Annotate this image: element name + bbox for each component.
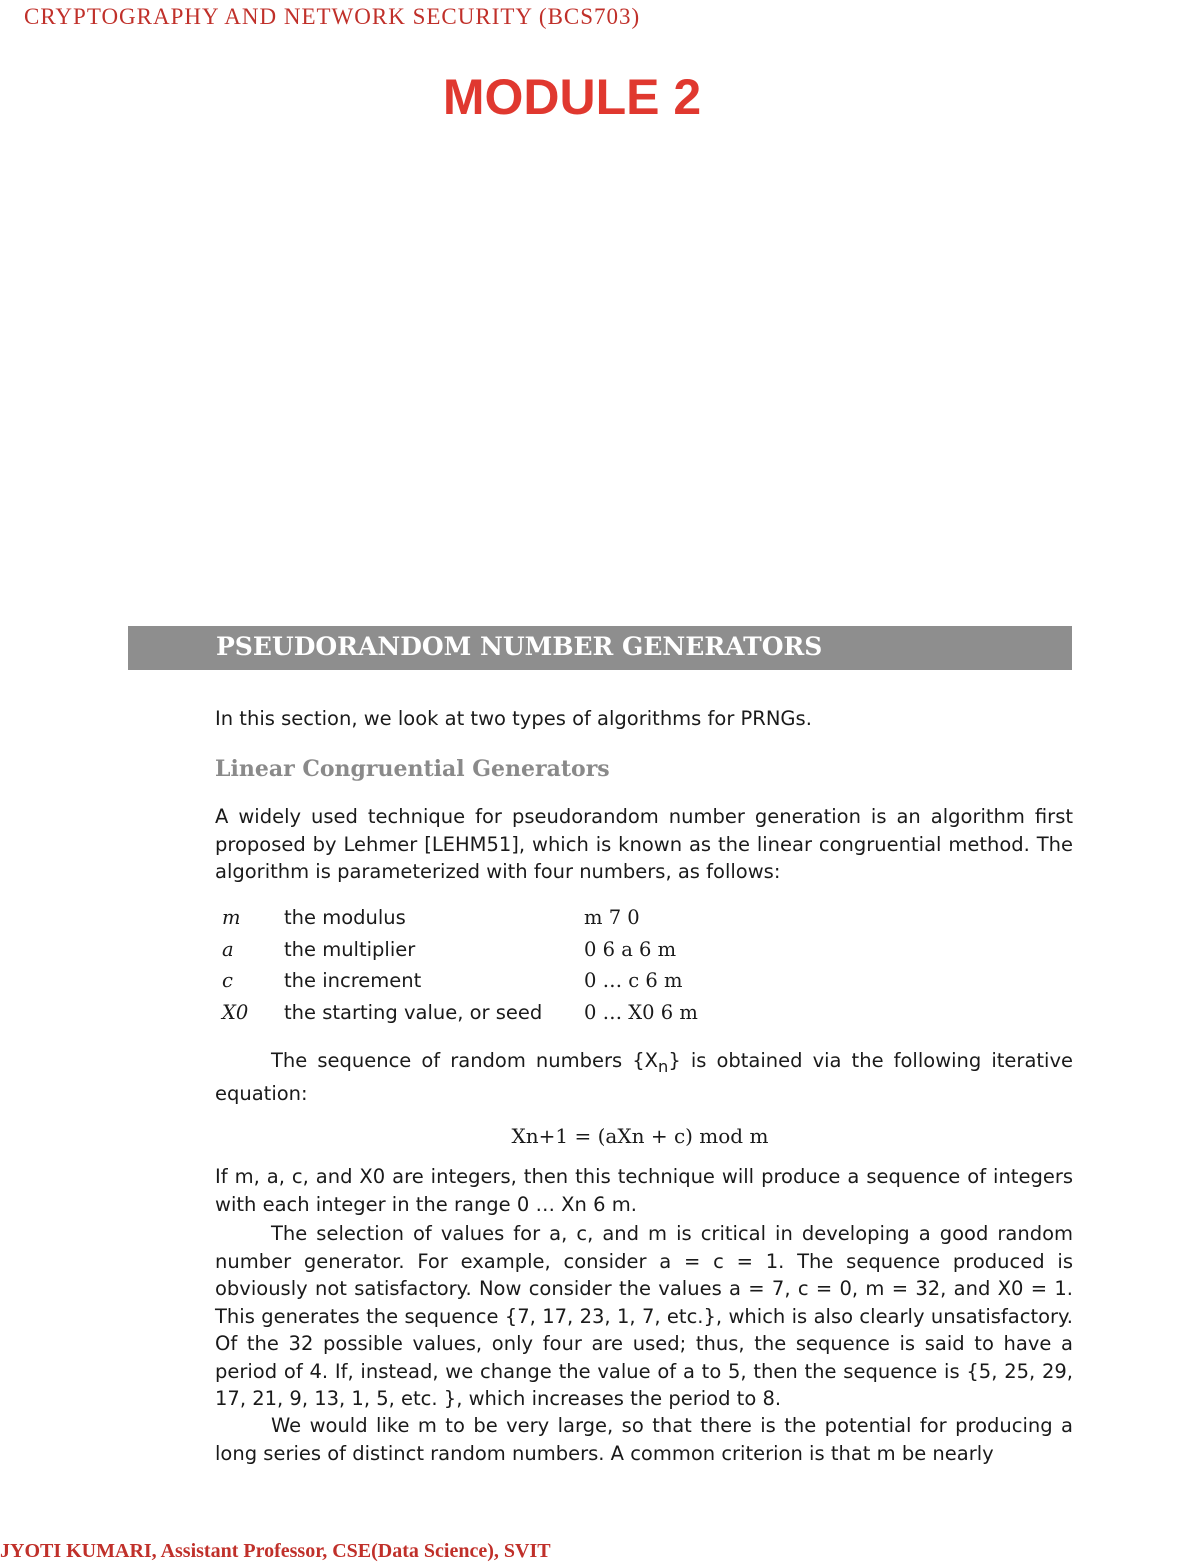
section-title: PSEUDORANDOM NUMBER GENERATORS (216, 632, 823, 661)
param-description: the multiplier (284, 937, 416, 961)
param-condition: 0 6 a 6 m (584, 937, 677, 961)
section-intro: In this section, we look at two types of algorithms for PRNGs. (215, 707, 812, 730)
param-symbol: a (222, 937, 234, 961)
param-description: the increment (284, 969, 422, 992)
lcg-paragraph-3: If m, a, c, and X0 are integers, then this technique will produce a sequence of integers with each integer in the range 0 … Xn 6 m. (215, 1165, 1073, 1216)
lcg-paragraph-2 (215, 1047, 1073, 1108)
footer-author: JYOTI KUMARI, Assistant Professor, CSE(Data Science), SVIT (0, 1540, 551, 1562)
lcg-paragraph-1: A widely used technique for pseudorandom number generation is an algorithm first proposed by Lehmer [LEHM51], which is known as the linear congruential method. The algorithm is parameterized with four numbers, as follows: (215, 805, 1073, 883)
param-condition: m 7 0 (584, 906, 640, 929)
param-condition: 0 … X0 6 m (584, 1000, 698, 1024)
para2-subscript: n (658, 1056, 669, 1076)
course-header: CRYPTOGRAPHY AND NETWORK SECURITY (BCS703) (24, 4, 641, 29)
lcg-paragraph-5: We would like m to be very large, so that there is the potential for producing a long series of distinct random numbers. A common criterion is that m be nearly (215, 1414, 1073, 1465)
param-condition: 0 … c 6 m (584, 969, 683, 992)
lcg-equation: Xn+1 = (aXn + c) mod m (511, 1124, 769, 1148)
module-title: MODULE 2 (442, 69, 702, 125)
subsection-title: Linear Congruential Generators (215, 756, 610, 782)
lcg-paragraph-4: The selection of values for a, c, and m is critical in developing a good random number generator. For example, consider a = c = 1. The sequence produced is obviously not satisfactory. Now consider the values a = 7, c = 0, m = 32, and X0 = 1. This generates the sequence {7, 17, 23, 1, 7, etc.}, which is also clearly unsatisfactory. Of the 32 possible values, only four are used; thus, the sequence is said to have a period of 4. If, instead, we change the value of a to 5, then the sequence is {5, 25, 29, 17, 21, 9, 13, 1, 5, etc. }, which increases the period to 8. (215, 1222, 1073, 1410)
para2-end: } is obtained via the following iterative equation: (215, 1049, 1073, 1106)
param-description: the modulus (284, 906, 406, 929)
para2-start: The sequence of random numbers {X (271, 1049, 659, 1072)
param-symbol: c (222, 969, 233, 992)
param-symbol: X0 (222, 1000, 249, 1024)
param-symbol: m (222, 906, 241, 929)
section-heading-bar (128, 626, 1072, 670)
param-description: the starting value, or seed (284, 1000, 543, 1024)
